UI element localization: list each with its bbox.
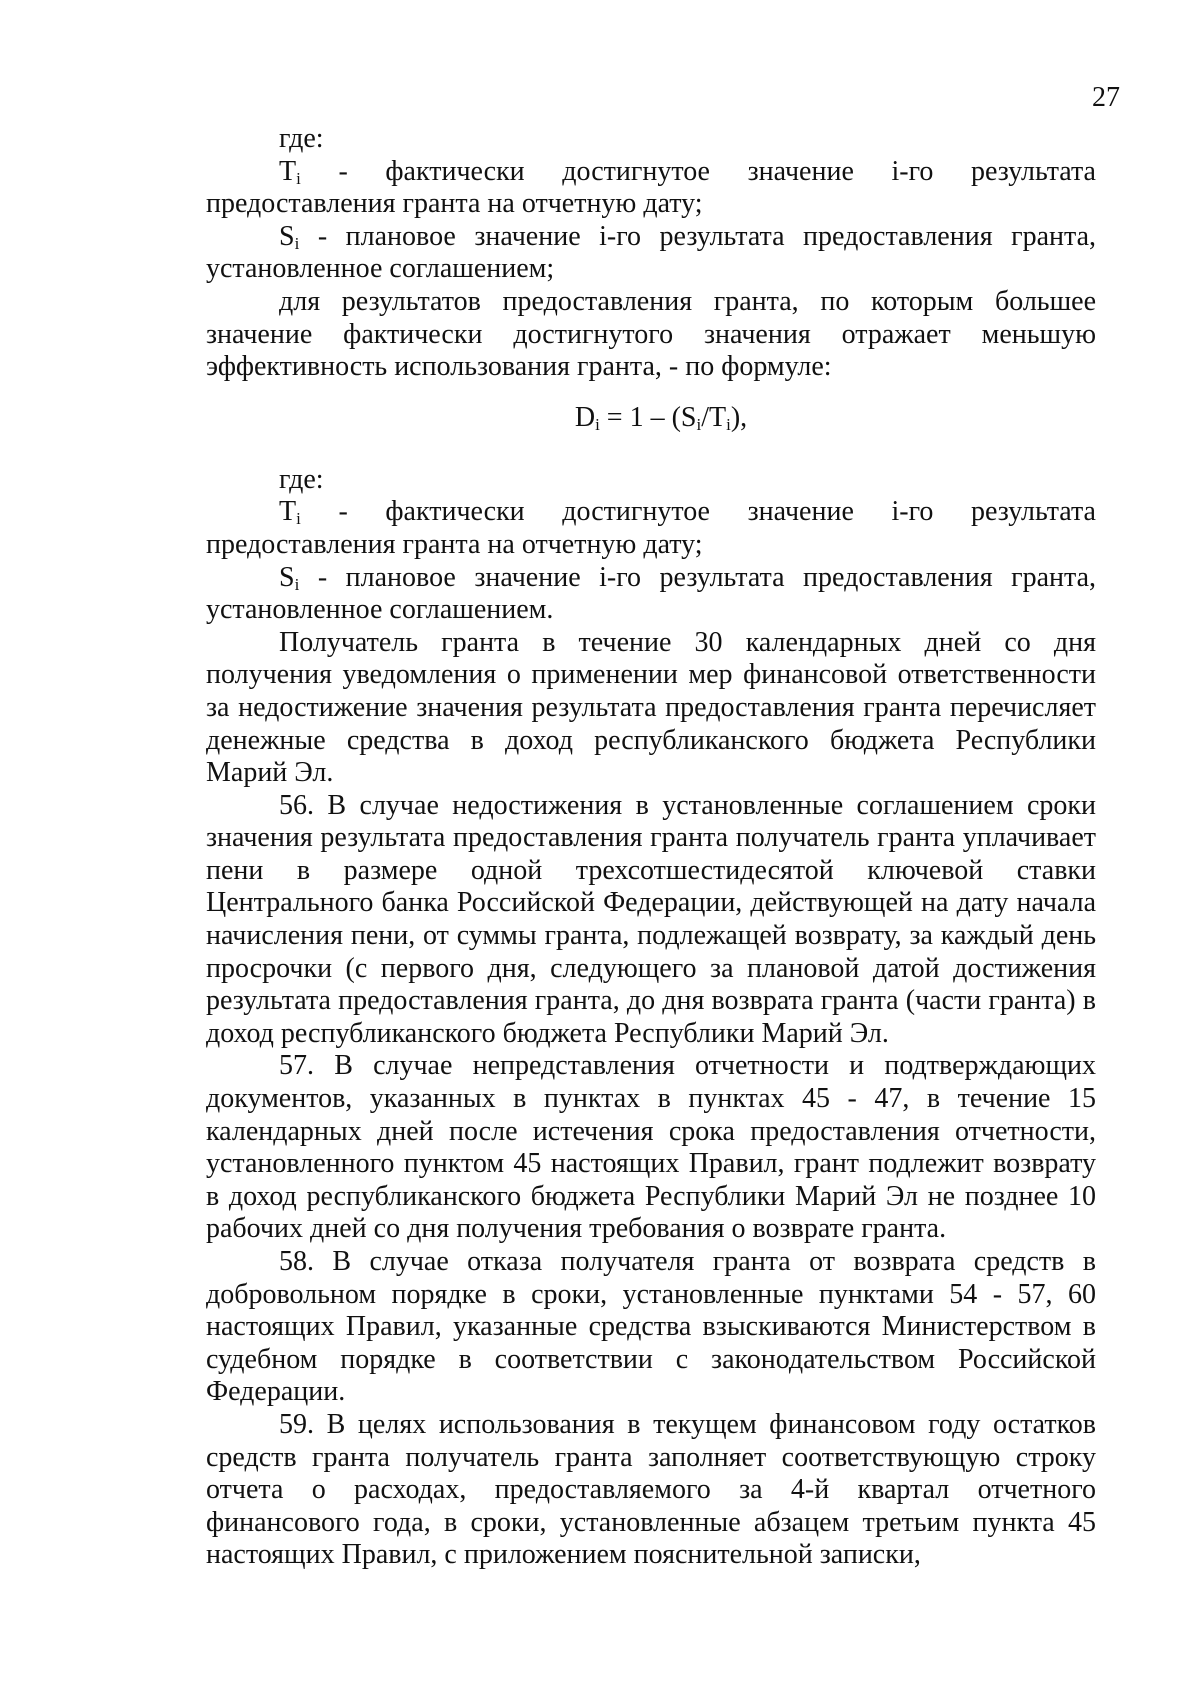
definition-t-2 [206,496,1096,561]
paragraph-59: 59. В целях использования в текущем финансовом году остатков средств гранта получатель гранта заполняет соответствующую строку отчета о расходах, предоставляемого за 4-й квартал отчетного финансового года, в сроки, установленные абзацем третьим пункта 45 настоящих Правил, с приложением пояснительной записки, [206,1408,1096,1571]
s-subscript-2: i [294,574,300,594]
formula-s-subscript: i [696,414,702,434]
s-definition-text-2: - плановое значение i-го результата предоставления гранта, установленное соглашением. [206,561,1096,626]
t-definition-text-2: - фактически достигнутое значение i-го результата предоставления гранта на отчетную дату; [206,496,1096,560]
t-subscript: i [296,168,301,188]
document-body [206,123,1096,1572]
formula-close: ), [730,401,748,433]
page-number: 27 [1092,82,1120,113]
s-symbol-2: S [279,561,295,593]
formula-t-subscript: i [726,414,731,434]
paragraph-return: Получатель гранта в течение 30 календарных дней со дня получения уведомления о применении мер финансовой ответственности за недостижение значения результата предоставления гранта перечисляет денежные средства в доход республиканского бюджета Республики Марий Эл. [206,626,1096,789]
paragraph-58: 58. В случае отказа получателя гранта от возврата средств в добровольном порядке в сроки, установленные пунктами 54 - 57, 60 настоящих Правил, указанные средства взыскиваются Министерством в судебном порядке в соответствии с законодательством Российской Федерации. [206,1246,1096,1408]
t-definition-text: - фактически достигнутое значение i-го результата предоставления гранта на отчетную дату; [206,155,1096,220]
formula-d: D [574,401,596,433]
paragraph-57: 57. В случае непредставления отчетности и подтверждающих документов, указанных в пунктах в пунктах 45 - 47, в течение 15 календарных дней после истечения срока предоставления отчетности, установленного пунктом 45 настоящих Правил, грант подлежит возврату в доход республиканского бюджета Республики Марий Эл не позднее 10 рабочих дней со дня получения требования о возврате гранта. [206,1050,1096,1245]
formula-d-subscript: i [595,414,600,434]
formula-eq: = 1 – (S [599,401,697,433]
s-symbol: S [279,220,295,252]
t-symbol-2: T [279,496,297,528]
formula-lead-paragraph: для результатов предоставления гранта, по которым большее значение фактически достигнутого значения отражает меньшую эффективность использования гранта, - по формуле: [206,285,1096,383]
definition-s [206,221,1096,286]
t-subscript-2: i [296,509,301,529]
s-definition-text: - плановое значение i-го результата предоставления гранта, установленное соглашением; [206,220,1096,285]
definition-t [206,156,1096,221]
t-symbol: T [279,155,297,187]
definition-s-2 [206,562,1096,627]
paragraph-56: 56. В случае недостижения в установленные соглашением сроки значения результата предоставления гранта получатель гранта уплачивает пени в размере одной трехсотшестидесятой ключевой ставки Центрального банка Российской Федерации, действующей на дату начала начисления пени, от суммы гранта, подлежащей возврату, за каждый день просрочки (с первого дня, следующего за плановой датой достижения результата предоставления гранта, до дня возврата гранта (части гранта) в доход республиканского бюджета Республики Марий Эл. [206,789,1096,1049]
formula [206,400,1096,436]
where-label: где: [279,123,324,154]
s-subscript: i [294,233,300,253]
formula-slash: /T [701,401,727,433]
where-label-2: где: [279,463,324,495]
